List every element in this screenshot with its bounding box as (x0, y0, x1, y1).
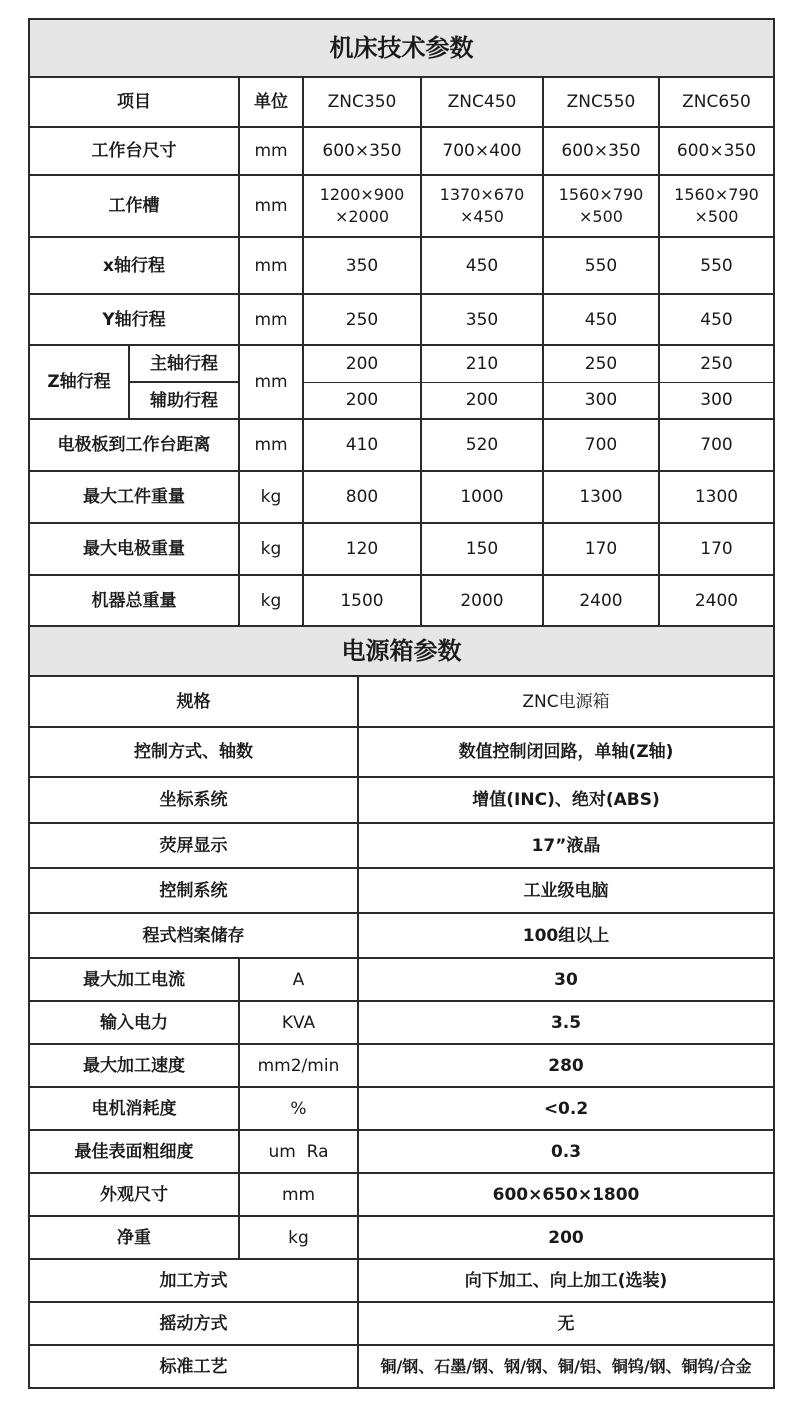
row-unit: kg (239, 523, 303, 575)
row-value: 170 (659, 523, 774, 575)
table-row (29, 958, 774, 1001)
table-row (29, 294, 774, 345)
row-value: 700×400 (421, 127, 543, 175)
table-row (29, 419, 774, 471)
header-row (29, 77, 774, 127)
spec-sheet (28, 18, 773, 1389)
row-value: 280 (358, 1044, 774, 1087)
row-unit: kg (239, 1216, 358, 1259)
row-value: 250 (659, 345, 774, 382)
row-unit: mm (239, 294, 303, 345)
row-value: 350 (421, 294, 543, 345)
row-value: 600×350 (303, 127, 421, 175)
row-value: 1000 (421, 471, 543, 523)
table-row (29, 1302, 774, 1345)
row-value: 550 (659, 237, 774, 294)
row-unit: um Ra (239, 1130, 358, 1173)
row-value: 工业级电脑 (358, 868, 774, 913)
row-value: 700 (659, 419, 774, 471)
section2-title-row (29, 626, 774, 676)
row-value: 600×350 (659, 127, 774, 175)
row-unit: mm (239, 237, 303, 294)
table-row (29, 1001, 774, 1044)
row-value: 无 (358, 1302, 774, 1345)
row-value: 17”液晶 (358, 823, 774, 868)
section1-title-row (29, 19, 774, 77)
table-row (29, 1130, 774, 1173)
row-value: 2000 (421, 575, 543, 626)
row-label: 外观尺寸 (29, 1173, 239, 1216)
table-row (29, 523, 774, 575)
table-row (29, 823, 774, 868)
row-value: 200 (358, 1216, 774, 1259)
row-value: ZNC电源箱 (358, 676, 774, 727)
z-axis-label-cell (29, 345, 239, 419)
header-model: ZNC550 (543, 77, 659, 127)
row-label: 标准工艺 (29, 1345, 358, 1388)
row-label: 电机消耗度 (29, 1087, 239, 1130)
row-value: 向下加工、向上加工(选装) (358, 1259, 774, 1302)
row-value: 数值控制闭回路，单轴(Z轴) (358, 727, 774, 777)
row-value: 0.3 (358, 1130, 774, 1173)
row-value: 铜/钢、石墨/钢、钢/钢、铜/铝、铜钨/钢、铜钨/合金 (358, 1345, 774, 1388)
power-box-spec-table (28, 625, 775, 1389)
row-unit: mm (239, 127, 303, 175)
row-value: 350 (303, 237, 421, 294)
row-label: 工作台尺寸 (29, 127, 239, 175)
row-value: <0.2 (358, 1087, 774, 1130)
row-value: 200 (303, 345, 421, 382)
row-value: 170 (543, 523, 659, 575)
row-label: 控制系统 (29, 868, 358, 913)
row-value: 300 (543, 382, 659, 419)
section1-title: 机床技术参数 (29, 19, 774, 77)
z-axis-unit: mm (239, 345, 303, 419)
row-label: 坐标系统 (29, 777, 358, 823)
table-row (29, 1173, 774, 1216)
row-value: 250 (543, 345, 659, 382)
row-value: 520 (421, 419, 543, 471)
row-label: 加工方式 (29, 1259, 358, 1302)
row-value: 1560×790 ×500 (543, 175, 659, 237)
row-value: 450 (421, 237, 543, 294)
row-label: 电极板到工作台距离 (29, 419, 239, 471)
row-value: 550 (543, 237, 659, 294)
row-label: 规格 (29, 676, 358, 727)
row-unit: mm2/min (239, 1044, 358, 1087)
row-label: 最佳表面粗细度 (29, 1130, 239, 1173)
table-row (29, 1087, 774, 1130)
row-value: 1500 (303, 575, 421, 626)
row-unit: mm (239, 1173, 358, 1216)
row-value: 1560×790 ×500 (659, 175, 774, 237)
row-value: 30 (358, 958, 774, 1001)
table-row (29, 1044, 774, 1087)
row-unit: mm (239, 419, 303, 471)
row-label: 荧屏显示 (29, 823, 358, 868)
row-unit: % (239, 1087, 358, 1130)
row-value: 1300 (659, 471, 774, 523)
row-value: 1300 (543, 471, 659, 523)
table-row (29, 175, 774, 237)
row-value: 600×350 (543, 127, 659, 175)
row-label: 程式档案储存 (29, 913, 358, 958)
row-value: 150 (421, 523, 543, 575)
row-value: 450 (659, 294, 774, 345)
row-value: 700 (543, 419, 659, 471)
table-row (29, 471, 774, 523)
row-value: 100组以上 (358, 913, 774, 958)
row-value: 200 (421, 382, 543, 419)
table-row (29, 1259, 774, 1302)
row-value: 增值(INC)、绝对(ABS) (358, 777, 774, 823)
table-row (29, 1216, 774, 1259)
z-sub-label-aux: 辅助行程 (150, 390, 218, 411)
row-label: 最大电极重量 (29, 523, 239, 575)
row-label: 机器总重量 (29, 575, 239, 626)
z-sub-label-main: 主轴行程 (130, 346, 238, 383)
row-unit: KVA (239, 1001, 358, 1044)
row-value: 450 (543, 294, 659, 345)
row-value: 250 (303, 294, 421, 345)
row-value: 200 (303, 382, 421, 419)
table-row (29, 727, 774, 777)
row-label: 最大工件重量 (29, 471, 239, 523)
row-unit: kg (239, 575, 303, 626)
header-unit: 单位 (239, 77, 303, 127)
row-label: 最大加工电流 (29, 958, 239, 1001)
row-label: Y轴行程 (29, 294, 239, 345)
header-model: ZNC450 (421, 77, 543, 127)
row-label: 控制方式、轴数 (29, 727, 358, 777)
header-model: ZNC650 (659, 77, 774, 127)
table-row (29, 913, 774, 958)
row-unit: mm (239, 175, 303, 237)
header-item: 项目 (29, 77, 239, 127)
row-value: 300 (659, 382, 774, 419)
table-row (29, 575, 774, 626)
table-row (29, 777, 774, 823)
row-value: 210 (421, 345, 543, 382)
row-label: x轴行程 (29, 237, 239, 294)
row-value: 800 (303, 471, 421, 523)
z-axis-label: Z轴行程 (30, 346, 130, 418)
row-value: 2400 (543, 575, 659, 626)
table-row (29, 237, 774, 294)
header-model: ZNC350 (303, 77, 421, 127)
machine-spec-table (28, 18, 775, 627)
row-value: 2400 (659, 575, 774, 626)
table-row (29, 127, 774, 175)
row-value: 1370×670 ×450 (421, 175, 543, 237)
row-unit: kg (239, 471, 303, 523)
table-row (29, 868, 774, 913)
row-value: 1200×900 ×2000 (303, 175, 421, 237)
row-label: 最大加工速度 (29, 1044, 239, 1087)
z-axis-row-main (29, 345, 774, 382)
row-value: 120 (303, 523, 421, 575)
table-row (29, 1345, 774, 1388)
table-row (29, 676, 774, 727)
row-label: 净重 (29, 1216, 239, 1259)
row-value: 3.5 (358, 1001, 774, 1044)
row-value: 410 (303, 419, 421, 471)
row-value: 600×650×1800 (358, 1173, 774, 1216)
row-unit: A (239, 958, 358, 1001)
section2-title: 电源箱参数 (29, 626, 774, 676)
row-label: 工作槽 (29, 175, 239, 237)
row-label: 摇动方式 (29, 1302, 358, 1345)
row-label: 输入电力 (29, 1001, 239, 1044)
